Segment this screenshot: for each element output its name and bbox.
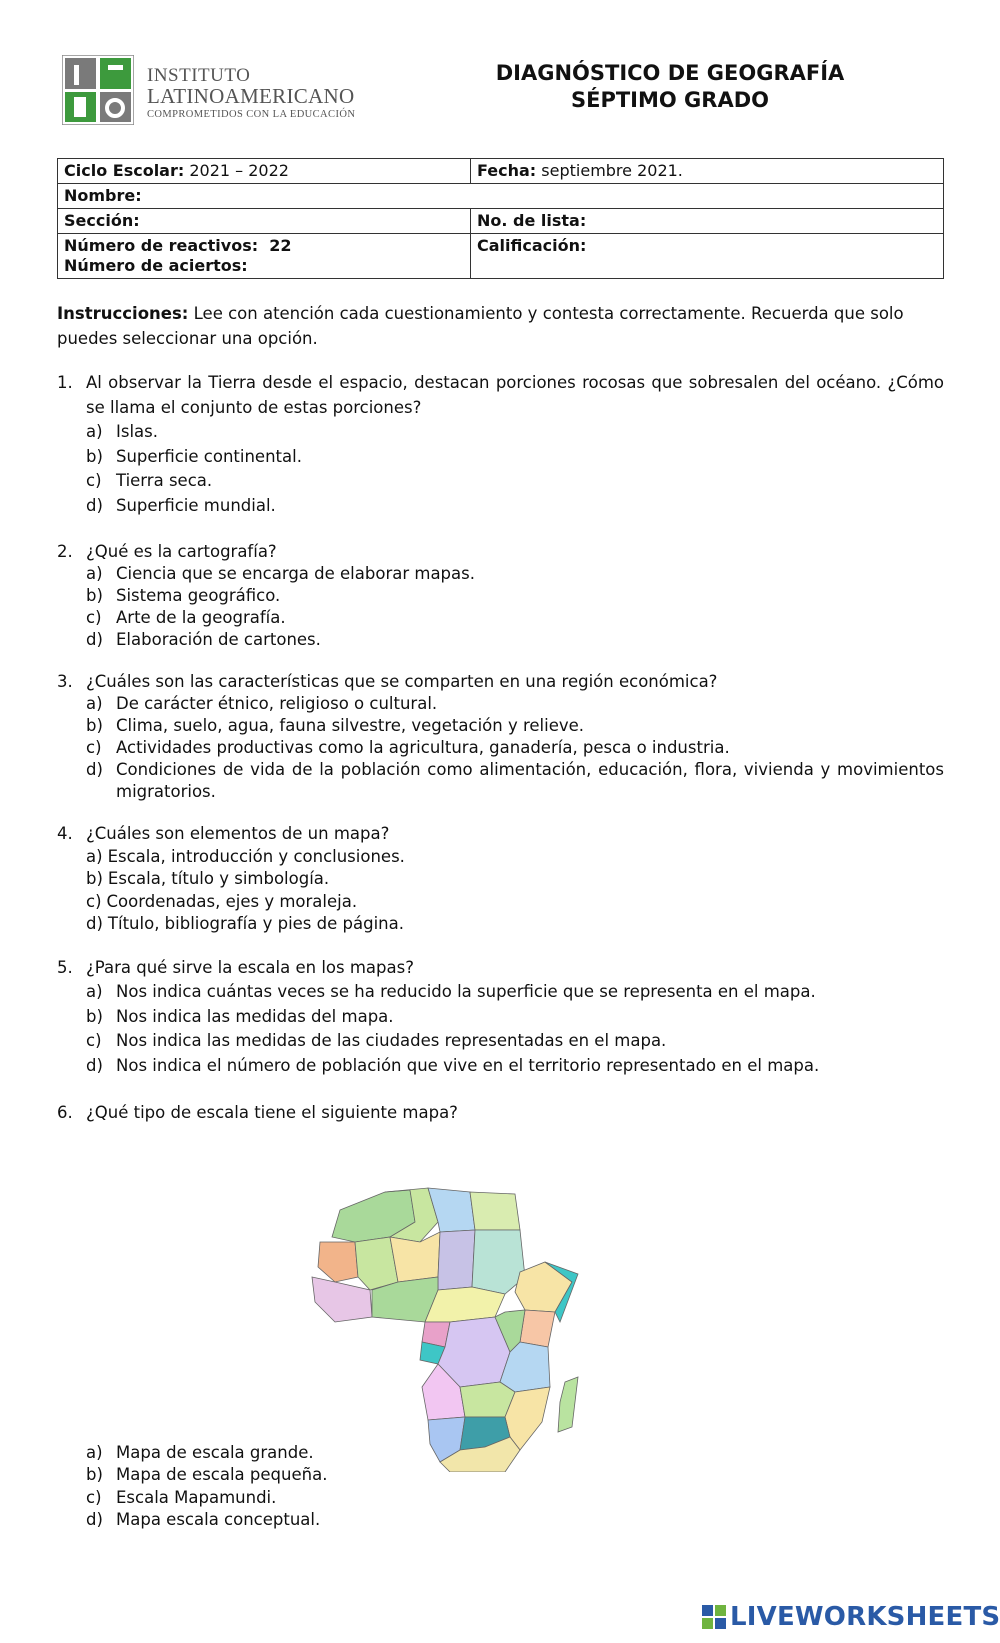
option-letter: d)	[86, 495, 103, 515]
option-letter: b)	[86, 446, 103, 466]
question-4	[57, 823, 944, 936]
question-text: ¿Qué es la cartografía?	[86, 542, 277, 561]
option-letter: c)	[86, 1031, 102, 1050]
option-letter: a)	[86, 1442, 103, 1462]
option-letter: b)	[86, 1006, 103, 1026]
option-text: Tierra seca.	[116, 471, 213, 490]
calificacion-label: Calificación:	[477, 236, 587, 255]
question-text: ¿Qué tipo de escala tiene el siguiente mapa?	[86, 1103, 458, 1122]
school-logo-mark	[62, 55, 134, 125]
option-text: Coordenadas, ejes y moraleja.	[106, 891, 358, 911]
option-4d[interactable]	[86, 913, 944, 936]
option-2d[interactable]	[86, 629, 944, 651]
seccion-cell[interactable]	[58, 209, 471, 234]
option-text: Ciencia que se encarga de elaborar mapas.	[116, 564, 475, 583]
option-text: Escala, título y simbología.	[107, 869, 330, 888]
nombre-label: Nombre:	[64, 186, 142, 205]
question-number: 6.	[57, 1103, 73, 1122]
question-text: ¿Cuáles son las características que se comparten en una región económica?	[86, 672, 718, 691]
option-3b[interactable]	[86, 715, 944, 737]
question-text: ¿Para qué sirve la escala en los mapas?	[86, 957, 414, 977]
option-text: Superficie continental.	[116, 446, 302, 466]
aciertos-label: Número de aciertos:	[64, 256, 248, 275]
question-number: 1.	[57, 373, 73, 392]
option-2b[interactable]	[86, 585, 944, 607]
option-2c[interactable]	[86, 607, 944, 629]
option-text: Mapa de escala pequeña.	[116, 1465, 328, 1484]
ciclo-label: Ciclo Escolar:	[64, 161, 185, 180]
option-3c[interactable]	[86, 737, 944, 759]
question-1	[57, 371, 944, 518]
question-text: ¿Cuáles son elementos de un mapa?	[86, 824, 390, 843]
option-text: Título, bibliografía y pies de página.	[107, 914, 404, 933]
option-4b[interactable]	[86, 868, 944, 891]
option-letter: d)	[86, 630, 103, 649]
map-region-mauritania	[318, 1242, 358, 1282]
option-4a[interactable]	[86, 846, 944, 869]
logo-text-line2: LATINOAMERICANO	[147, 84, 355, 108]
option-text: Sistema geográfico.	[116, 586, 281, 605]
title-line1: DIAGNÓSTICO DE GEOGRAFÍA	[495, 61, 845, 85]
option-text: Arte de la geografía.	[116, 608, 286, 627]
reactivos-label: Número de reactivos:	[64, 236, 259, 255]
africa-political-map	[310, 1182, 600, 1472]
question-number: 5.	[57, 957, 73, 977]
option-letter: a)	[86, 422, 103, 441]
option-4c[interactable]	[86, 891, 944, 914]
option-letter: b)	[86, 716, 103, 735]
option-text: Actividades productivas como la agricultura, ganadería, pesca o industria.	[116, 738, 730, 757]
option-2a[interactable]	[86, 563, 944, 585]
option-letter: b)	[86, 586, 103, 605]
option-5d[interactable]	[86, 1054, 944, 1079]
reactivos-value: 22	[258, 236, 292, 255]
question-3	[57, 671, 944, 803]
question-number: 2.	[57, 542, 73, 561]
brand-text: LIVEWORKSHEETS	[730, 1602, 1000, 1632]
option-1b[interactable]	[86, 445, 944, 470]
option-5b[interactable]	[86, 1005, 944, 1030]
option-letter: c)	[86, 891, 102, 911]
logo-tagline: COMPROMETIDOS CON LA EDUCACIÓN	[147, 109, 356, 120]
option-text: Clima, suelo, agua, fauna silvestre, vegetación y relieve.	[116, 716, 585, 735]
school-logo	[62, 55, 382, 125]
fecha-label: Fecha:	[477, 161, 537, 180]
option-1c[interactable]	[86, 469, 944, 494]
map-region-egypt	[470, 1192, 520, 1230]
instructions-text: Lee con atención cada cuestionamiento y contesta correctamente. Recuerda que solo puedes seleccionar una opción.	[57, 304, 904, 348]
option-6d[interactable]	[86, 1509, 944, 1532]
option-text: Islas.	[116, 422, 158, 441]
option-text: Nos indica cuántas veces se ha reducido la superficie que se representa en el mapa.	[116, 982, 816, 1001]
option-text: Nos indica el número de población que vive en el territorio representado en el mapa.	[116, 1055, 820, 1075]
option-letter: d)	[86, 760, 103, 779]
option-text: Superficie mundial.	[116, 495, 276, 515]
option-5c[interactable]	[86, 1029, 944, 1054]
option-letter: a)	[86, 846, 103, 866]
map-region-chad	[438, 1230, 475, 1290]
option-text: Escala Mapamundi.	[116, 1487, 277, 1507]
liveworksheets-brand	[702, 1602, 1000, 1632]
logo-text-line1: INSTITUTO	[147, 65, 251, 86]
ciclo-cell	[58, 159, 471, 184]
option-letter: c)	[86, 1487, 102, 1507]
title-line2: SÉPTIMO GRADO	[570, 88, 769, 112]
map-region-madagascar	[558, 1377, 578, 1432]
question-number: 3.	[57, 672, 73, 691]
question-number: 4.	[57, 824, 73, 843]
option-1d[interactable]	[86, 494, 944, 519]
option-6c[interactable]	[86, 1487, 944, 1510]
lista-cell[interactable]	[471, 209, 944, 234]
option-1a[interactable]	[86, 420, 944, 445]
option-letter: b)	[86, 1465, 103, 1484]
lista-label: No. de lista:	[477, 211, 587, 230]
calificacion-cell	[471, 234, 944, 279]
question-text: Al observar la Tierra desde el espacio, destacan porciones rocosas que sobresalen del océano. ¿Cómo se llama el conjunto de estas porciones?	[86, 373, 944, 417]
option-letter: d)	[86, 1055, 103, 1075]
map-region-car	[425, 1287, 505, 1322]
option-5a[interactable]	[86, 980, 944, 1005]
option-text: Nos indica las medidas del mapa.	[116, 1006, 394, 1026]
option-text: Mapa escala conceptual.	[116, 1510, 321, 1529]
map-region-kenya	[520, 1310, 555, 1347]
nombre-cell[interactable]	[58, 184, 944, 209]
option-text: Escala, introducción y conclusiones.	[107, 846, 405, 866]
option-letter: d)	[86, 914, 103, 933]
option-letter: a)	[86, 564, 103, 583]
option-letter: a)	[86, 982, 103, 1001]
option-text: Mapa de escala grande.	[116, 1442, 314, 1462]
option-text: De carácter étnico, religioso o cultural.	[116, 694, 438, 713]
fecha-value: septiembre 2021.	[536, 161, 683, 180]
option-text: Nos indica las medidas de las ciudades representadas en el mapa.	[116, 1031, 667, 1050]
question-5	[57, 956, 944, 1079]
option-3a[interactable]	[86, 693, 944, 715]
option-letter: b)	[86, 869, 103, 888]
option-text: Elaboración de cartones.	[116, 630, 321, 649]
map-region-westcoast	[312, 1277, 372, 1322]
reactivos-cell	[58, 234, 471, 279]
option-letter: d)	[86, 1510, 103, 1529]
option-letter: a)	[86, 694, 103, 713]
ciclo-value: 2021 – 2022	[184, 161, 289, 180]
seccion-label: Sección:	[64, 211, 140, 230]
instructions	[57, 302, 944, 351]
option-letter: c)	[86, 471, 102, 490]
option-3d[interactable]	[86, 759, 944, 803]
option-letter: c)	[86, 608, 102, 627]
instructions-label: Instrucciones:	[57, 304, 189, 323]
fecha-cell	[471, 159, 944, 184]
student-info-table	[57, 158, 944, 279]
document-title	[465, 60, 875, 114]
option-letter: c)	[86, 738, 102, 757]
liveworksheets-logo-icon	[702, 1605, 726, 1629]
option-text: Condiciones de vida de la población como alimentación, educación, flora, vivienda y movimientos migratorios.	[116, 760, 944, 801]
question-2	[57, 541, 944, 651]
